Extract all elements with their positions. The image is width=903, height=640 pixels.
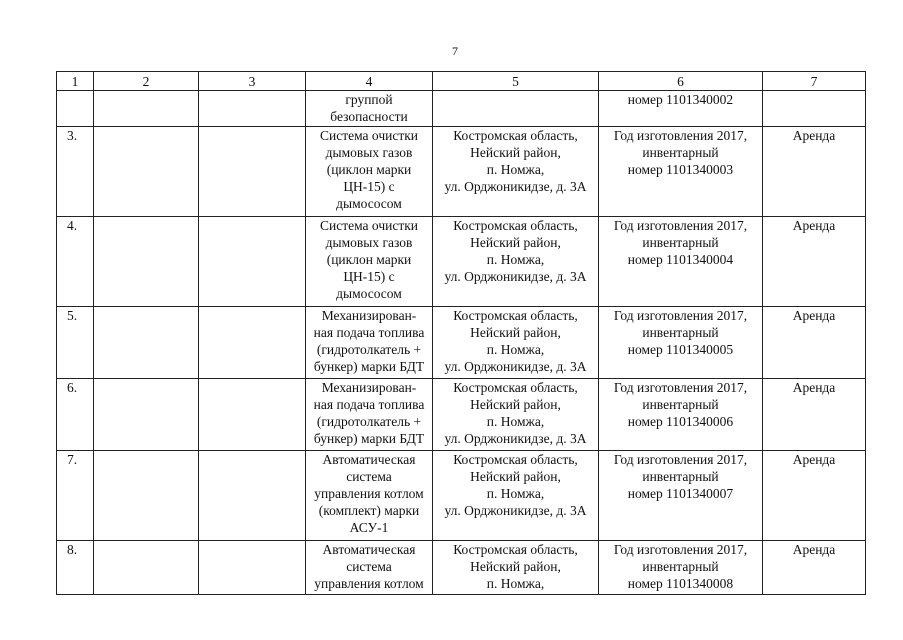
item-name-cell-line: ЦН-15) с	[343, 269, 395, 284]
address-cell-line: Нейский район,	[470, 325, 561, 340]
column-3-cell	[199, 91, 306, 127]
address-cell-line: п. Номжа,	[486, 486, 545, 501]
item-name-cell-line: дымовых газов	[325, 145, 413, 160]
column-2-cell	[94, 379, 199, 451]
address-cell-line: Костромская область,	[453, 308, 578, 323]
details-cell-line: номер 1101340006	[627, 414, 734, 429]
item-name-cell-line: Система очистки	[319, 128, 419, 143]
basis-cell: Аренда	[763, 127, 866, 217]
item-name-cell	[306, 217, 433, 307]
item-name-cell	[306, 91, 433, 127]
basis-cell: Аренда	[763, 451, 866, 541]
item-name-cell-line: ЦН-15) с	[343, 179, 395, 194]
details-cell-line: номер 1101340002	[627, 92, 734, 107]
address-cell-line: Нейский район,	[470, 469, 561, 484]
details-cell-line: номер 1101340004	[627, 252, 734, 267]
column-header: 5	[433, 72, 599, 91]
property-table	[56, 71, 866, 595]
table-row	[57, 379, 866, 451]
item-name-cell	[306, 307, 433, 379]
table-row	[57, 451, 866, 541]
item-name-cell	[306, 541, 433, 595]
details-cell-line: инвентарный	[642, 145, 719, 160]
basis-cell: Аренда	[763, 379, 866, 451]
item-name-cell-line: ная подача топлива	[313, 397, 425, 412]
row-number-cell: 7.	[57, 451, 94, 541]
item-name-cell-line: Автоматическая	[322, 452, 416, 467]
table-row	[57, 541, 866, 595]
address-cell-line: п. Номжа,	[486, 342, 545, 357]
column-2-cell	[94, 451, 199, 541]
address-cell-line: п. Номжа,	[486, 162, 545, 177]
details-cell-line: Год изготовления 2017,	[613, 380, 748, 395]
item-name-cell-line: Автоматическая	[322, 542, 416, 557]
details-cell	[599, 541, 763, 595]
address-cell-line: Костромская область,	[453, 542, 578, 557]
column-2-cell	[94, 127, 199, 217]
item-name-cell-line: безопасности	[330, 109, 408, 124]
column-3-cell	[199, 379, 306, 451]
address-cell	[433, 379, 599, 451]
details-cell	[599, 379, 763, 451]
address-cell-line: ул. Орджоникидзе, д. 3А	[444, 431, 587, 446]
address-cell	[433, 541, 599, 595]
address-cell	[433, 307, 599, 379]
item-name-cell-line: дымососом	[336, 196, 402, 211]
address-cell-line: Костромская область,	[453, 128, 578, 143]
column-2-cell	[94, 91, 199, 127]
item-name-cell-line: дымососом	[336, 286, 402, 301]
column-3-cell	[199, 217, 306, 307]
item-name-cell-line: управления котлом	[314, 576, 424, 591]
table-row	[57, 217, 866, 307]
address-cell-line: Костромская область,	[453, 218, 578, 233]
address-cell-line: Нейский район,	[470, 145, 561, 160]
column-3-cell	[199, 307, 306, 379]
row-number-cell: 4.	[57, 217, 94, 307]
address-cell-line: п. Номжа,	[486, 576, 545, 591]
column-2-cell	[94, 307, 199, 379]
address-cell-line: Нейский район,	[470, 559, 561, 574]
item-name-cell-line: бункер) марки БДТ	[313, 431, 425, 446]
item-name-cell-line: бункер) марки БДТ	[313, 359, 425, 374]
item-name-cell-line: (гидротолкатель +	[316, 414, 422, 429]
details-cell	[599, 451, 763, 541]
details-cell-line: номер 1101340005	[627, 342, 734, 357]
item-name-cell-line: (гидротолкатель +	[316, 342, 422, 357]
address-cell-line: п. Номжа,	[486, 252, 545, 267]
column-header: 3	[199, 72, 306, 91]
item-name-cell-line: АСУ-1	[349, 520, 389, 535]
column-3-cell	[199, 451, 306, 541]
details-cell-line: Год изготовления 2017,	[613, 308, 748, 323]
column-3-cell	[199, 541, 306, 595]
column-3-cell	[199, 127, 306, 217]
details-cell-line: инвентарный	[642, 469, 719, 484]
address-cell-line: Костромская область,	[453, 380, 578, 395]
row-number-cell: 8.	[57, 541, 94, 595]
details-cell-line: Год изготовления 2017,	[613, 128, 748, 143]
basis-cell: Аренда	[763, 217, 866, 307]
column-2-cell	[94, 541, 199, 595]
column-header: 1	[57, 72, 94, 91]
item-name-cell-line: Система очистки	[319, 218, 419, 233]
column-header: 6	[599, 72, 763, 91]
column-2-cell	[94, 217, 199, 307]
details-cell-line: инвентарный	[642, 559, 719, 574]
details-cell-line: Год изготовления 2017,	[613, 542, 748, 557]
address-cell	[433, 127, 599, 217]
item-name-cell	[306, 451, 433, 541]
column-header: 4	[306, 72, 433, 91]
table-row	[57, 127, 866, 217]
row-number-cell: 3.	[57, 127, 94, 217]
details-cell-line: номер 1101340007	[627, 486, 734, 501]
details-cell	[599, 127, 763, 217]
item-name-cell-line: управления котлом	[314, 486, 424, 501]
item-name-cell-line: система	[346, 469, 392, 484]
details-cell	[599, 91, 763, 127]
details-cell	[599, 307, 763, 379]
details-cell-line: Год изготовления 2017,	[613, 452, 748, 467]
row-number-cell: 5.	[57, 307, 94, 379]
details-cell-line: номер 1101340003	[627, 162, 734, 177]
address-cell	[433, 451, 599, 541]
item-name-cell	[306, 127, 433, 217]
address-cell-line: п. Номжа,	[486, 414, 545, 429]
address-cell-line: ул. Орджоникидзе, д. 3А	[444, 359, 587, 374]
details-cell-line: Год изготовления 2017,	[613, 218, 748, 233]
column-header: 2	[94, 72, 199, 91]
page-number: 7	[452, 44, 458, 58]
details-cell-line: инвентарный	[642, 235, 719, 250]
details-cell-line: номер 1101340008	[627, 576, 734, 591]
address-cell	[433, 217, 599, 307]
row-number-cell: 6.	[57, 379, 94, 451]
address-cell-line: Нейский район,	[470, 235, 561, 250]
address-cell-line: ул. Орджоникидзе, д. 3А	[444, 179, 587, 194]
item-name-cell	[306, 379, 433, 451]
item-name-cell-line: (циклон марки	[326, 252, 412, 267]
item-name-cell-line: ная подача топлива	[313, 325, 425, 340]
address-cell	[433, 91, 599, 127]
item-name-cell-line: дымовых газов	[325, 235, 413, 250]
item-name-cell-line: (комплект) марки	[318, 503, 420, 518]
item-name-cell-line: система	[346, 559, 392, 574]
row-number-cell	[57, 91, 94, 127]
header-row	[57, 72, 866, 91]
table-row	[57, 307, 866, 379]
address-cell-line: ул. Орджоникидзе, д. 3А	[444, 503, 587, 518]
item-name-cell-line: Механизирован-	[321, 380, 417, 395]
address-cell-line: Костромская область,	[453, 452, 578, 467]
item-name-cell-line: (циклон марки	[326, 162, 412, 177]
details-cell	[599, 217, 763, 307]
details-cell-line: инвентарный	[642, 325, 719, 340]
address-cell-line: Нейский район,	[470, 397, 561, 412]
basis-cell: Аренда	[763, 307, 866, 379]
address-cell-line: ул. Орджоникидзе, д. 3А	[444, 269, 587, 284]
details-cell-line: инвентарный	[642, 397, 719, 412]
item-name-cell-line: Механизирован-	[321, 308, 417, 323]
basis-cell: Аренда	[763, 541, 866, 595]
column-header: 7	[763, 72, 866, 91]
item-name-cell-line: группой	[345, 92, 393, 107]
basis-cell	[763, 91, 866, 127]
table-row	[57, 91, 866, 127]
